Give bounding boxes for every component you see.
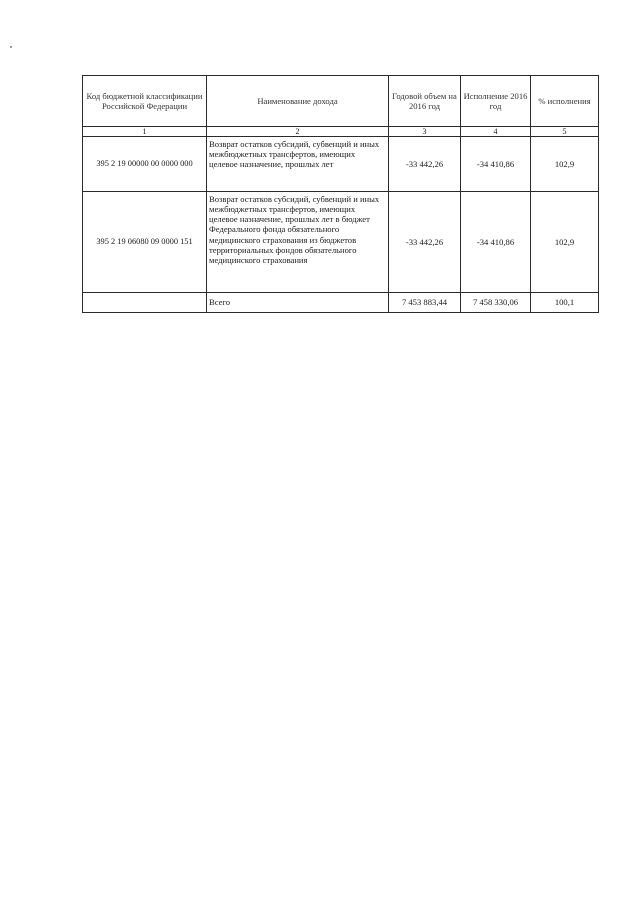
row-actual: -34 410,86 (461, 192, 531, 293)
row-plan: -33 442,26 (389, 192, 461, 293)
table-row (83, 137, 599, 192)
column-number: 2 (207, 127, 389, 137)
row-code: 395 2 19 00000 00 0000 000 (83, 137, 207, 192)
header-percent: % исполнения (531, 76, 599, 127)
total-code-empty (83, 293, 207, 313)
row-percent: 102,9 (531, 137, 599, 192)
column-number: 5 (531, 127, 599, 137)
row-plan: -33 442,26 (389, 137, 461, 192)
row-name: Возврат остатков субсидий, субвенций и иных межбюджетных трансфертов, имеющих целевое назначение, прошлых лет (207, 137, 389, 192)
total-percent: 100,1 (531, 293, 599, 313)
column-number: 4 (461, 127, 531, 137)
total-label: Всего (207, 293, 389, 313)
column-number: 1 (83, 127, 207, 137)
header-name: Наименование дохода (207, 76, 389, 127)
row-actual: -34 410,86 (461, 137, 531, 192)
scan-speck (10, 46, 12, 48)
column-number: 3 (389, 127, 461, 137)
header-actual: Исполнение 2016 год (461, 76, 531, 127)
header-code: Код бюджетной классификации Российской Федерации (83, 76, 207, 127)
table-header-row (83, 76, 599, 127)
row-percent: 102,9 (531, 192, 599, 293)
budget-execution-table (82, 75, 599, 313)
row-code: 395 2 19 06080 09 0000 151 (83, 192, 207, 293)
table-row (83, 192, 599, 293)
total-row (83, 293, 599, 313)
column-number-row (83, 127, 599, 137)
total-actual: 7 458 330,06 (461, 293, 531, 313)
total-plan: 7 453 883,44 (389, 293, 461, 313)
header-plan: Годовой объем на 2016 год (389, 76, 461, 127)
row-name: Возврат остатков субсидий, субвенций и иных межбюджетных трансфертов, имеющих целевое назначение, прошлых лет в бюджет Федерального фонда обязательного медицинского страхования из бюджетов территориальных фондов обязательного медицинского страхования (207, 192, 389, 293)
